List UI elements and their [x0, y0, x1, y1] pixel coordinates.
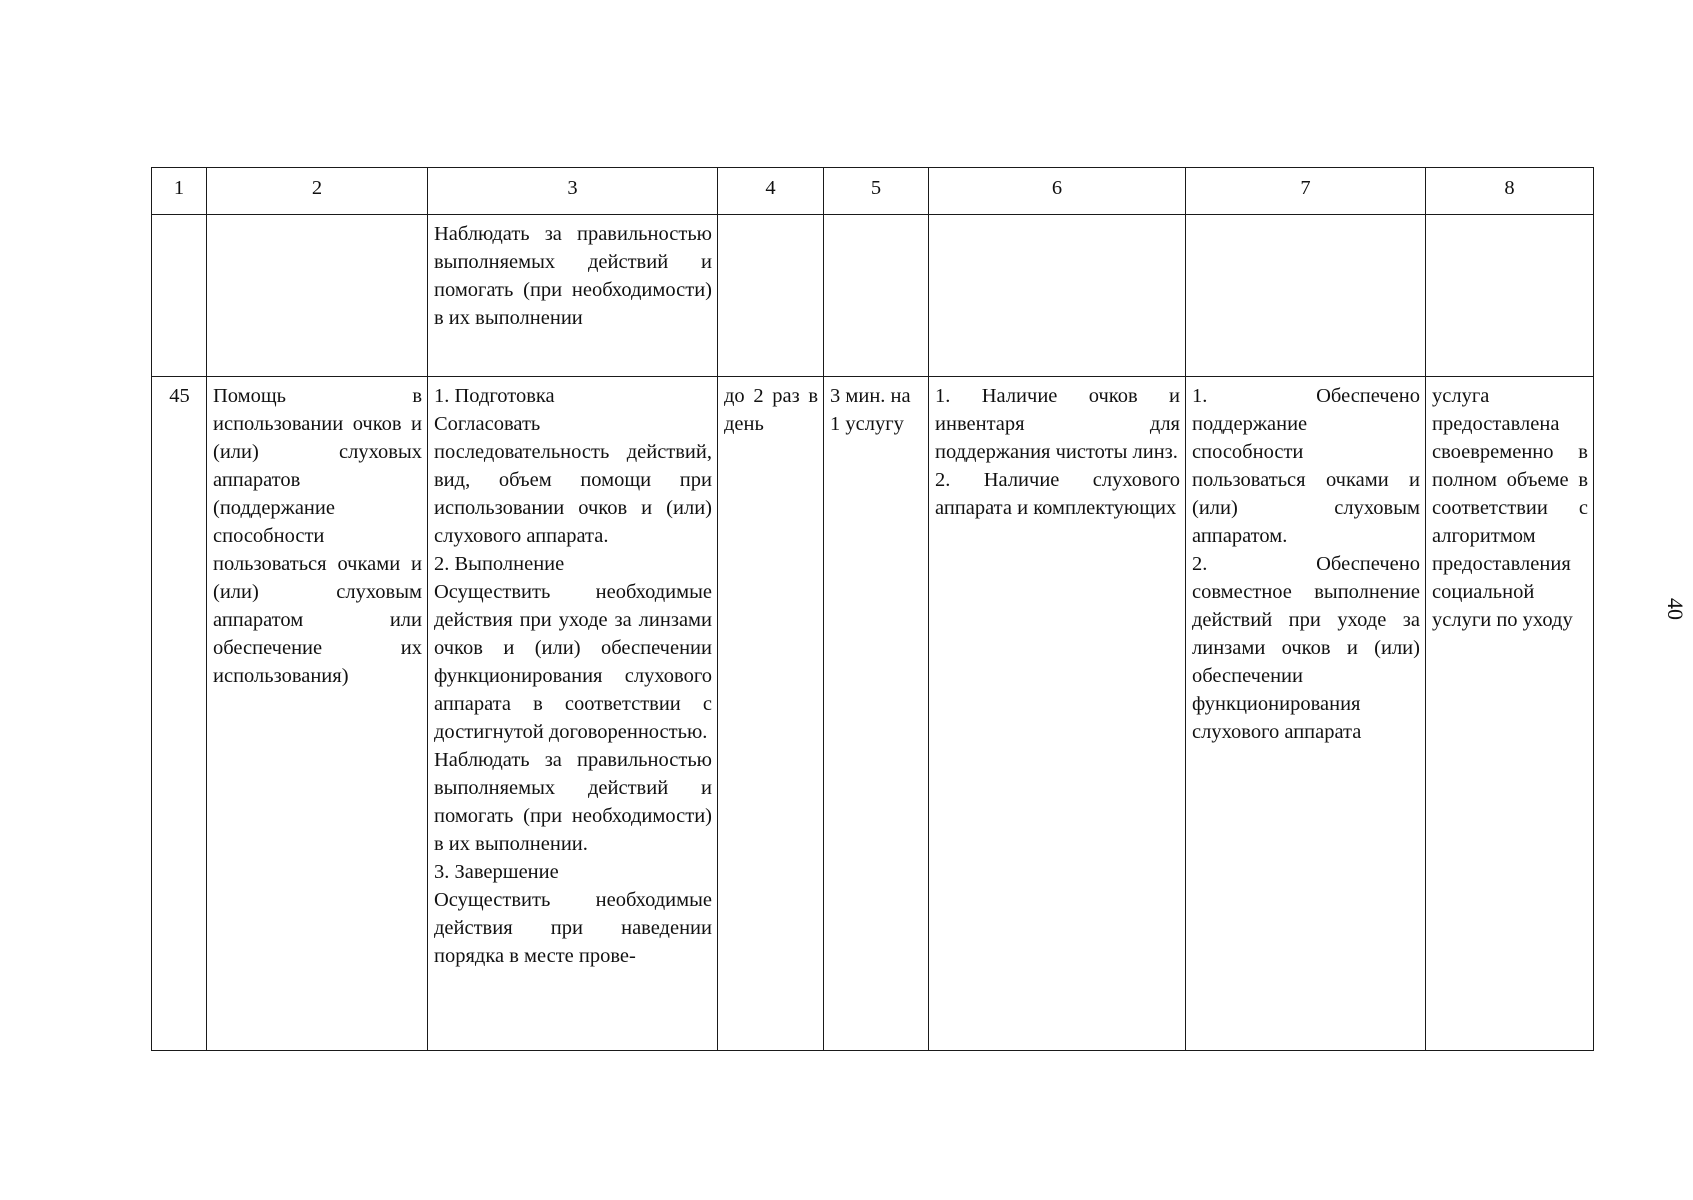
- condition-item: 1. Наличие очков и инвентаря для поддержания чистоты линз.: [935, 385, 1180, 463]
- condition-item: 2. Наличие слухового аппарата и комплектующих: [935, 469, 1180, 519]
- header-cell-1: 1: [152, 168, 207, 215]
- service-name: Помощь в использовании очков и (или) слуховых аппаратов (поддержание способности пользоваться очками и (или) слуховым аппаратом или обеспечение их использования): [207, 377, 428, 1051]
- service-duration: 3 мин. на 1 услугу: [824, 377, 929, 1051]
- continuation-row: [152, 215, 1594, 377]
- service-procedure: [428, 377, 718, 1051]
- cont-cell-4: [718, 215, 824, 377]
- result-item: 2. Обеспечено совместное выполнение действий при уходе за линзами очков и (или) обеспечении функционирования слухового аппарата: [1192, 553, 1420, 743]
- cont-cell-1: [152, 215, 207, 377]
- service-frequency: до 2 раз в день: [718, 377, 824, 1051]
- procedure-step-title: 3. Завершение: [434, 861, 559, 883]
- header-cell-3: 3: [428, 168, 718, 215]
- cont-cell-6: [929, 215, 1186, 377]
- procedure-step-text: Согласовать последовательность действий, вид, объем помощи при использовании очков и (или) слухового аппарата.: [434, 413, 712, 547]
- cont-cell-2: [207, 215, 428, 377]
- header-cell-4: 4: [718, 168, 824, 215]
- row-number: 45: [152, 377, 207, 1051]
- table-row-45: [152, 377, 1594, 1051]
- procedure-step-title: 1. Подготовка: [434, 385, 555, 407]
- header-cell-6: 6: [929, 168, 1186, 215]
- service-results: [1186, 377, 1426, 1051]
- header-cell-2: 2: [207, 168, 428, 215]
- header-cell-7: 7: [1186, 168, 1426, 215]
- procedure-step-title: 2. Выполнение: [434, 553, 565, 575]
- page-number: 40: [1663, 598, 1688, 620]
- service-table: [151, 167, 1594, 1051]
- cont-cell-5: [824, 215, 929, 377]
- procedure-step-text: Осуществить необходимые действия при наведении порядка в месте прове-: [434, 889, 712, 967]
- cont-cell-3: Наблюдать за правильностью выполняемых действий и помогать (при необходимости) в их выполнении: [428, 215, 718, 377]
- header-row: [152, 168, 1594, 215]
- cont-cell-8: [1426, 215, 1594, 377]
- header-cell-5: 5: [824, 168, 929, 215]
- service-quality: услуга предоставлена своевременно в полном объеме в соответствии с алгоритмом предоставления социальной услуги по уходу: [1426, 377, 1594, 1051]
- procedure-step-text: Наблюдать за правильностью выполняемых действий и помогать (при необходимости) в их выполнении.: [434, 749, 712, 855]
- header-cell-8: 8: [1426, 168, 1594, 215]
- cont-cell-7: [1186, 215, 1426, 377]
- procedure-step-text: Осуществить необходимые действия при уходе за линзами очков и (или) обеспечении функционирования слухового аппарата в соответствии с достигнутой договоренностью.: [434, 581, 712, 743]
- result-item: 1. Обеспечено поддержание способности пользоваться очками и (или) слуховым аппаратом.: [1192, 385, 1420, 547]
- service-conditions: [929, 377, 1186, 1051]
